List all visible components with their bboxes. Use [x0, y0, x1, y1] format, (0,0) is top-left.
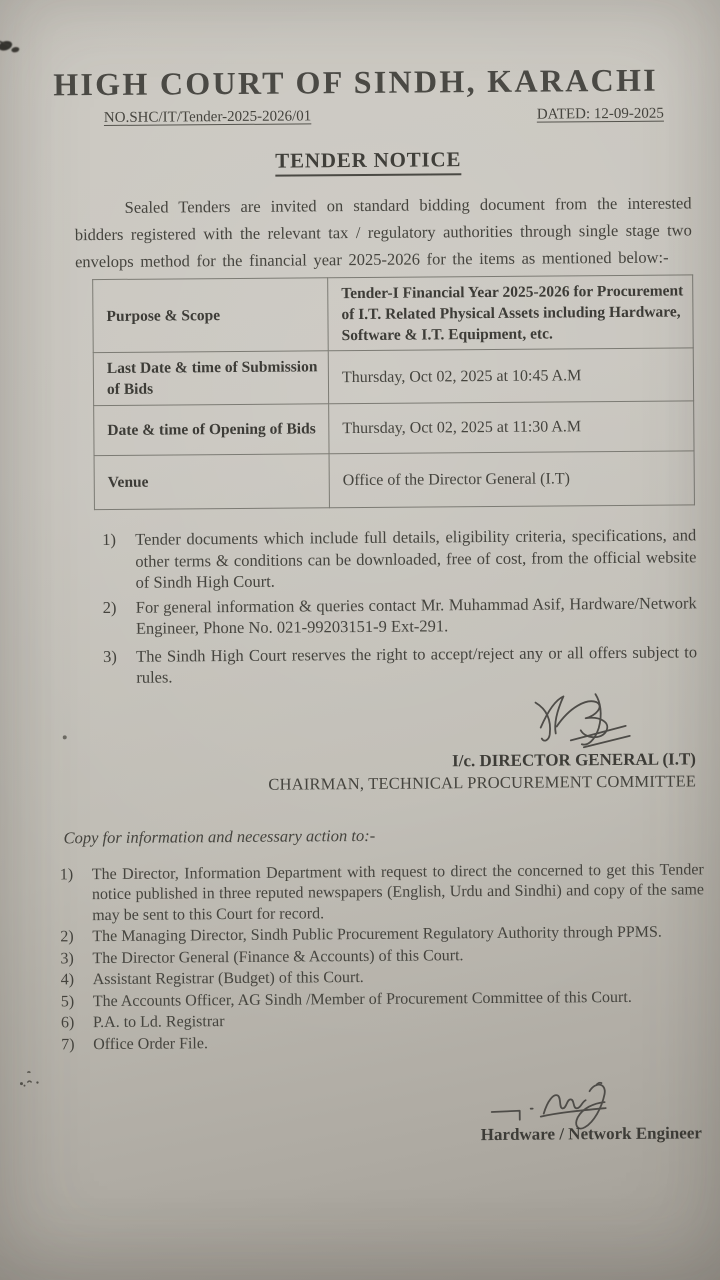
ink-marks — [15, 1068, 45, 1092]
reference-row — [104, 104, 664, 128]
item-number: 3) — [103, 646, 117, 666]
row-value: Tender-I Financial Year 2025-2026 for Procurement of I.T. Related Physical Assets including Hardware, Software & I.T. Equipment, etc. — [328, 275, 694, 351]
item-number: 4) — [60, 971, 75, 989]
table-row — [93, 348, 693, 406]
list-item — [61, 1030, 705, 1056]
row-label: Venue — [94, 454, 329, 510]
item-text: P.A. to Ld. Registrar — [92, 1013, 225, 1032]
intro-paragraph: Sealed Tenders are invited on standard bidding document from the interested bidders registered with the relevant tax / regulatory authorities through single stage two envelops method for the financial year 2025-2026 for the items as mentioned below:- — [74, 193, 692, 272]
reference-number: NO.SHC/IT/Tender-2025-2026/01 — [103, 108, 312, 126]
ink-dot — [63, 735, 67, 739]
item-text: Office Order File. — [93, 1034, 209, 1053]
list-item — [60, 860, 704, 927]
list-item — [103, 641, 697, 689]
terms-list — [102, 524, 697, 688]
row-label: Date & time of Opening of Bids — [94, 404, 329, 456]
item-text: Assistant Registrar (Budget) of this Court. — [92, 968, 364, 989]
item-text: The Managing Director, Sindh Public Procurement Regulatory Authority through PPMS. — [92, 923, 662, 946]
notice-title: TENDER NOTICE — [8, 145, 720, 175]
director-signature — [526, 688, 652, 749]
table-row — [93, 275, 694, 353]
distribution-heading: Copy for information and necessary action to:- — [63, 825, 376, 847]
item-number: 5) — [60, 992, 75, 1010]
item-text: The Director General (Finance & Accounts) of this Court. — [92, 946, 464, 967]
list-item — [103, 592, 697, 640]
item-number: 6) — [60, 1014, 75, 1032]
document-date: DATED: 12-09-2025 — [536, 105, 664, 123]
item-text: The Director, Information Department with request to direct the concerned to get this Tender notice published in three reputed newspapers (English, Urdu and Sindhi) and copy of the same may be sent to this Court for record. — [91, 860, 705, 924]
signatory-title: I/c. DIRECTOR GENERAL (I.T) — [451, 748, 697, 770]
table-row — [94, 451, 694, 510]
distribution-list — [60, 860, 705, 1056]
item-number: 2) — [60, 928, 74, 946]
signatory-block — [1, 748, 696, 797]
item-text: The Accounts Officer, AG Sindh /Member of Procurement Committee of this Court. — [92, 988, 632, 1010]
item-number: 3) — [60, 949, 74, 967]
tender-details-table — [92, 274, 695, 510]
page-title: HIGH COURT OF SINDH, KARACHI — [53, 61, 659, 103]
item-number: 1) — [59, 865, 74, 883]
table-row — [94, 401, 694, 456]
item-text: Tender documents which include full details, eligibility criteria, specifications, and other terms & conditions can be downloaded, free of cost, from the official website of Sindh High Court. — [135, 525, 697, 592]
list-item — [102, 524, 696, 593]
item-number: 7) — [61, 1035, 75, 1053]
row-value: Thursday, Oct 02, 2025 at 11:30 A.M — [329, 401, 694, 454]
item-text: For general information & queries contact Mr. Muhammad Asif, Hardware/Network Engineer, Phone No. 021-99203151-9 Ext-291. — [135, 592, 697, 638]
row-value: Office of the Director General (I.T) — [329, 451, 694, 508]
row-label: Purpose & Scope — [93, 278, 329, 353]
row-value: Thursday, Oct 02, 2025 at 10:45 A.M — [328, 348, 693, 404]
item-number: 1) — [102, 529, 117, 550]
ink-blob — [0, 33, 29, 59]
row-label: Last Date & time of Submission of Bids — [93, 351, 328, 406]
item-number: 2) — [102, 597, 117, 617]
signatory-role: CHAIRMAN, TECHNICAL PROCUREMENT COMMITTEE — [268, 770, 697, 794]
engineer-title: Hardware / Network Engineer — [480, 1123, 702, 1145]
item-text: The Sindh High Court reserves the right to accept/reject any or all offers subject to rules. — [136, 641, 698, 687]
